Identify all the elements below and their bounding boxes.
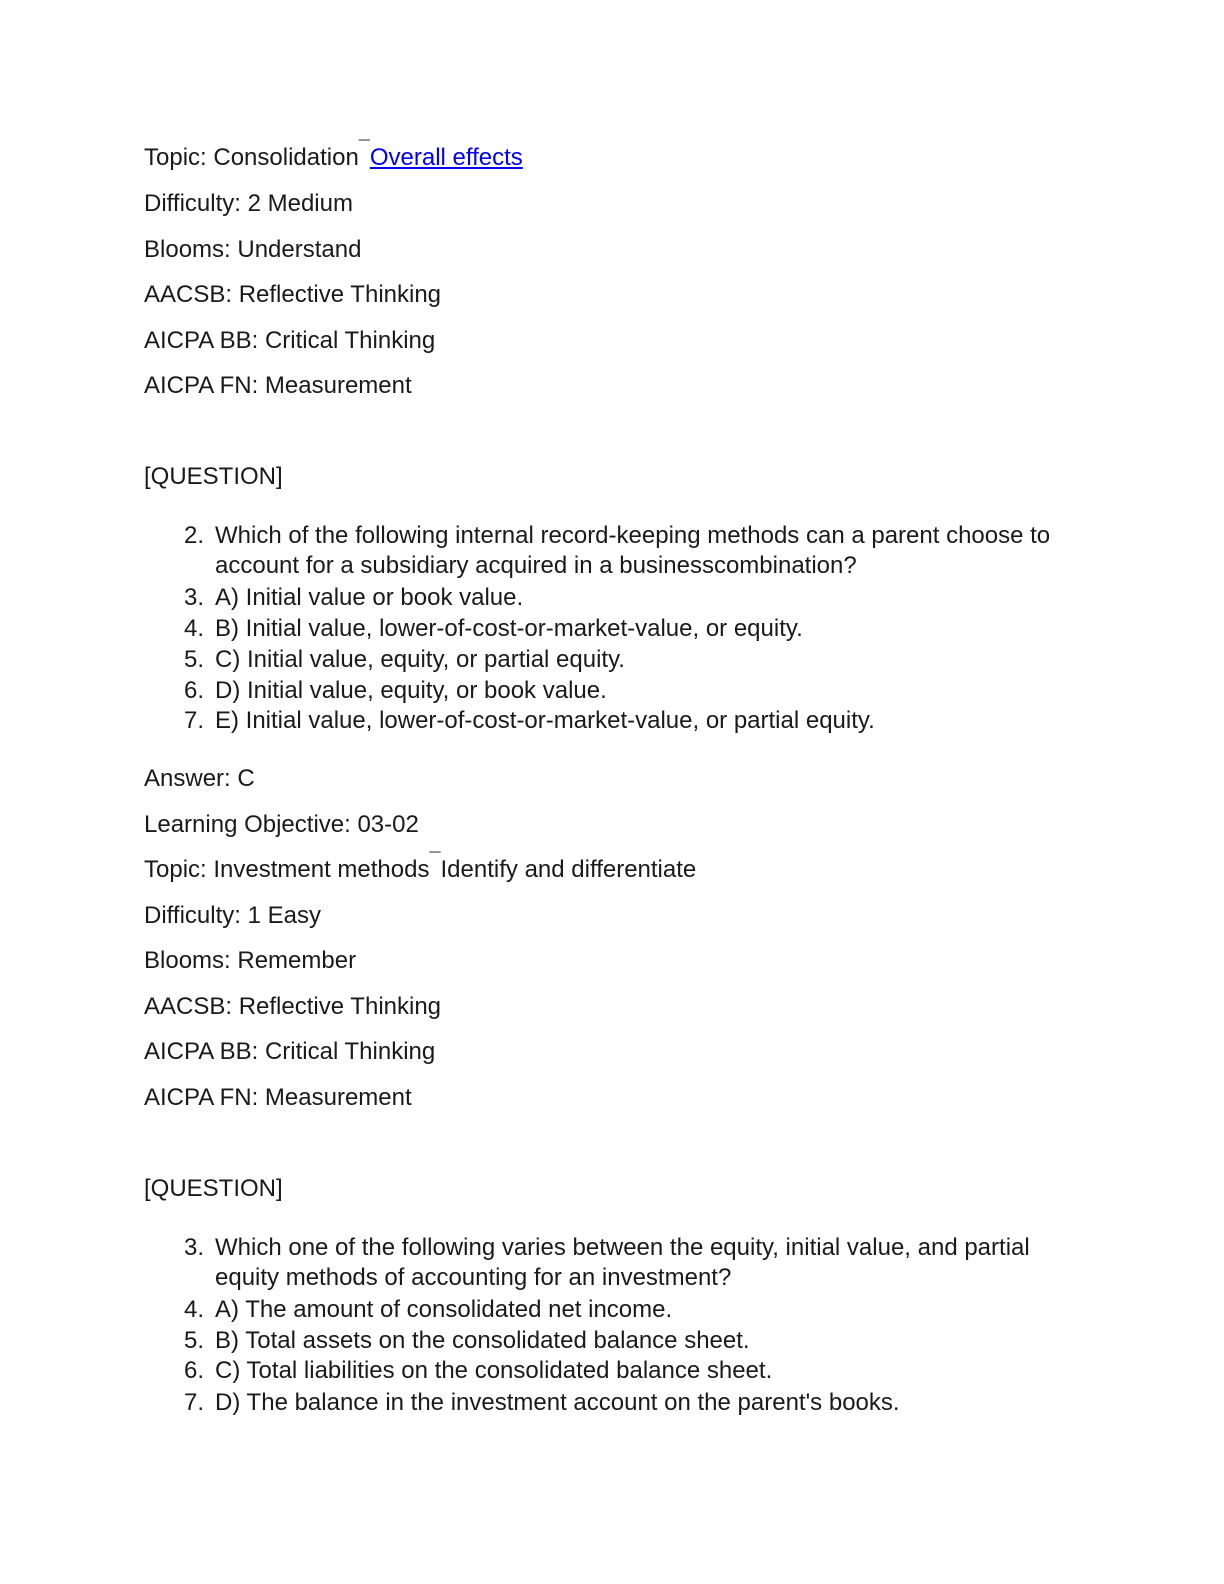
option-a: A) The amount of consolidated net income. <box>215 1296 673 1323</box>
option-e: E) Initial value, lower-of-cost-or-market-value, or partial equity. <box>215 707 875 734</box>
topic-prefix: Topic: Investment methods <box>144 856 430 883</box>
item-number: 3. <box>183 1234 204 1261</box>
aicpa-fn-line: AICPA FN: Measurement <box>144 1084 412 1111</box>
question-stem: Which of the following internal record-keeping methods can a parent choose to account for a subsidiary acquired in a businesscombination? <box>215 522 1051 579</box>
option-b: B) Initial value, lower-of-cost-or-market-value, or equity. <box>215 615 803 642</box>
question-header: [QUESTION] <box>144 463 283 490</box>
option-a: A) Initial value or book value. <box>215 584 524 611</box>
answer-line: Answer: C <box>144 765 255 792</box>
aicpa-fn-line: AICPA FN: Measurement <box>144 372 412 399</box>
item-number: 7. <box>183 707 204 734</box>
option-c: C) Total liabilities on the consolidated balance sheet. <box>215 1357 773 1384</box>
blooms-line: Blooms: Remember <box>144 947 357 974</box>
option-d: D) The balance in the investment account on the parent's books. <box>215 1389 900 1416</box>
aicpa-bb-line: AICPA BB: Critical Thinking <box>144 1038 436 1065</box>
option-b: B) Total assets on the consolidated balance sheet. <box>215 1327 750 1354</box>
question-stem: Which one of the following varies between the equity, initial value, and partial equity methods of accounting for an investment? <box>215 1234 1030 1291</box>
option-d: D) Initial value, equity, or book value. <box>215 677 607 704</box>
aicpa-bb-line: AICPA BB: Critical Thinking <box>144 327 436 354</box>
item-number: 3. <box>183 584 204 611</box>
topic-link-overall-effects[interactable]: Overall effects <box>369 144 523 171</box>
topic-prefix: Topic: Consolidation <box>144 144 359 171</box>
topic-suffix: Identify and differentiate <box>440 856 697 883</box>
item-number: 2. <box>183 522 204 549</box>
aacsb-line: AACSB: Reflective Thinking <box>144 281 442 308</box>
topic-separator: ¯ <box>429 850 441 872</box>
item-number: 5. <box>183 646 204 673</box>
blooms-line: Blooms: Understand <box>144 236 362 263</box>
item-number: 6. <box>183 677 204 704</box>
topic-line <box>144 850 697 886</box>
topic-separator: ¯ <box>358 138 370 160</box>
item-number: 4. <box>183 615 204 642</box>
option-c: C) Initial value, equity, or partial equity. <box>215 646 625 673</box>
learning-objective-line: Learning Objective: 03-02 <box>144 811 419 838</box>
aacsb-line: AACSB: Reflective Thinking <box>144 993 442 1020</box>
item-number: 4. <box>183 1296 204 1323</box>
topic-line <box>144 138 523 174</box>
item-number: 5. <box>183 1327 204 1354</box>
difficulty-line: Difficulty: 1 Easy <box>144 902 321 929</box>
item-number: 7. <box>183 1389 204 1416</box>
question-header: [QUESTION] <box>144 1175 283 1202</box>
item-number: 6. <box>183 1357 204 1384</box>
difficulty-line: Difficulty: 2 Medium <box>144 190 353 217</box>
